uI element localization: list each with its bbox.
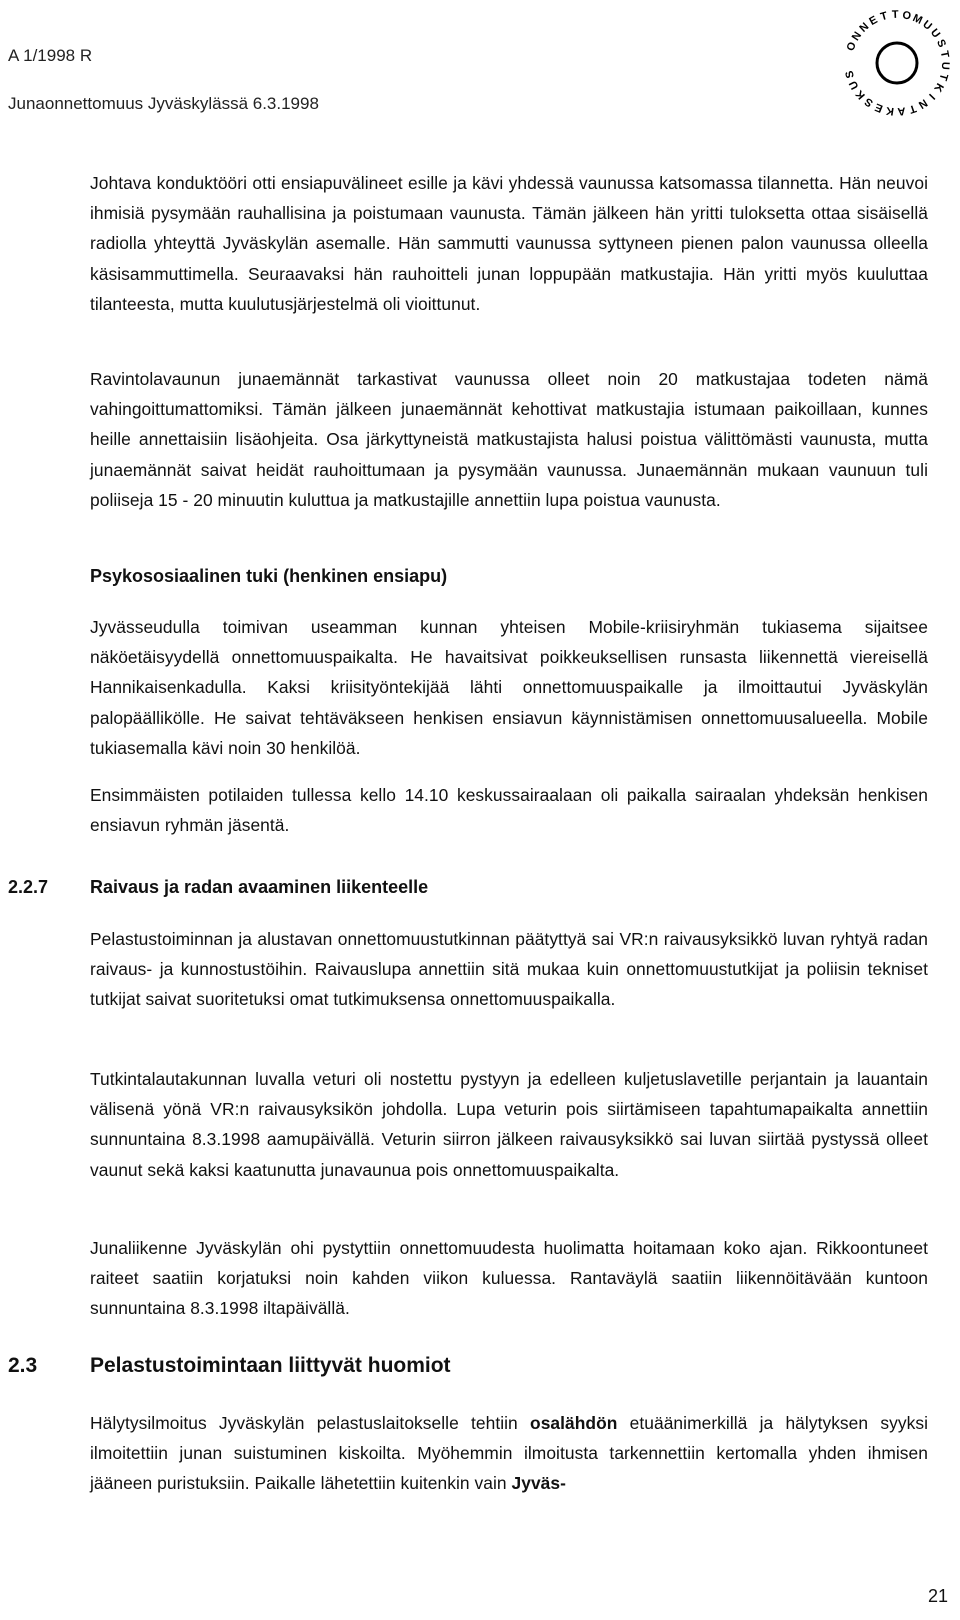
section-number-2-2-7: 2.2.7 xyxy=(8,877,49,897)
seal-letter: N xyxy=(849,29,865,43)
agency-seal-logo xyxy=(836,2,958,124)
paragraph-clearing-permission: Pelastustoiminnan ja alustavan onnettomuustutkinnan päätyttyä sai VR:n raivausyksikkö luvan ryhtyä radan raivaus- ja kunnostustöihin. Raivauslupa annettiin sitä mukaa kuin onnettomuustutkijat ja poliisin tekniset tutkijat saivat suoritetuksi omat tutkimuksensa onnettomuuspaikalla. xyxy=(90,929,928,1010)
paragraph-train-traffic: Junaliikenne Jyväskylän ohi pystyttiin onnettomuudesta huolimatta hoitamaan koko ajan. Rikkoontuneet raiteet saatiin korjatuksi noin kahden viikon kuluessa. Rantaväylä saatiin liikennöitävään kuntoon sunnuntaina 8.3.1998 iltapäivällä. xyxy=(90,1238,928,1319)
seal-letter: T xyxy=(907,101,918,116)
seal-letter: U xyxy=(920,18,935,33)
seal-letter: E xyxy=(873,100,885,115)
heading-clearing-track: Raivaus ja radan avaaminen liikenteelle xyxy=(90,877,429,897)
alarm-bold-jyvas: Jyväs- xyxy=(511,1473,566,1494)
alarm-text-1: Hälytysilmoitus Jyväskylän pelastuslaitokselle tehtiin xyxy=(90,1413,531,1433)
heading-rescue-observations: Pelastustoimintaan liittyvät huomiot xyxy=(90,1354,451,1377)
seal-letter: S xyxy=(843,69,857,80)
seal-letter: T xyxy=(879,10,889,24)
paragraph-conductor-actions: Johtava konduktööri otti ensiapuvälineet esille ja kävi yhdessä vaunussa katsomassa tilannetta. Hän neuvoi ihmisiä pysymään rauhallisina ja poistumaan vaunusta. Tämän jälkeen hän yritti tuloksetta ottaa sisäisellä radiolla yhteyttä Jyväskylän asemalle. Hän sammutti vaunussa syttyneen pienen palon vaunussa olleella käsisammuttimella. Seuraavaksi hän rauhoitteli junan loppupään matkustajia. Hän yritti myös kuuluttaa tilanteesta, mutta kuulutusjärjestelmä oli vioittunut. xyxy=(90,173,928,314)
seal-letter: T xyxy=(891,8,899,22)
seal-letter: A xyxy=(896,104,906,118)
header-doc-title: Junaonnettomuus Jyväskylässä 6.3.1998 xyxy=(8,94,319,113)
seal-letter: M xyxy=(910,12,925,27)
seal-letter: K xyxy=(885,104,895,118)
seal-letter: N xyxy=(857,20,872,35)
seal-letter: U xyxy=(847,78,862,92)
alarm-text-2: etuäänimerkillä ja hälytyksen syyksi ilmoitettiin junan suistuminen kiskoilta. Myöhemmin ilmoitusta tarkennettiin kertomalla yhden ihmisen jääneen puristuksiin. Paikalle lähetettiin kuitenkin vain xyxy=(90,1413,928,1494)
seal-letter: O xyxy=(844,40,859,53)
seal-letter: I xyxy=(926,91,937,102)
seal-letter: K xyxy=(853,87,868,102)
page-number: 21 xyxy=(927,1586,948,1606)
paragraph-locomotive-removal: Tutkintalautakunnan luvalla veturi oli nostettu pystyyn ja edelleen kuljetuslavetille perjantain ja lauantain välisenä yönä VR:n raivausyksikön johdolla. Lupa veturin pois siirtämiseen tapahtumapaikalta annettiin sunnuntaina 8.3.1998 aamupäivällä. Veturin siirron jälkeen raivausyksikkö sai luvan siirtää pystyssä olleet vaunut sekä kaksi kaatunutta junavaunua pois onnettomuuspaikalta. xyxy=(90,1069,928,1180)
seal-letter: N xyxy=(916,96,930,111)
section-number-2-3: 2.3 xyxy=(8,1354,38,1377)
paragraph-mobile-crisis-team: Jyvässeudulla toimivan useamman kunnan yhteisen Mobile-kriisiryhmän tukiasema sijaitsee näköetäisyydellä onnettomuuspaikalta. He havaitsivat poikkeuksellisen runsasta liikennettä viereisellä Hannikaisenkadulla. Kaksi kriisityöntekijää lähti onnettomuuspaikalle ja ilmoittautui Jyväskylän palopäällikölle. He saivat tehtäväkseen henkisen ensiavun käynnistämisen onnettomuusalueella. Mobile tukiasemalla kävi noin 30 henkilöä. xyxy=(90,617,928,758)
seal-letter: U xyxy=(927,26,943,41)
seal-letter: E xyxy=(867,13,880,29)
seal-letter: T xyxy=(936,71,950,82)
header-doc-id: A 1/1998 R xyxy=(8,46,93,65)
seal-letter: O xyxy=(901,9,913,23)
seal-letter: S xyxy=(862,95,876,110)
heading-psychosocial-support: Psykososiaalinen tuki (henkinen ensiapu) xyxy=(90,566,448,586)
alarm-bold-osalahdon: osalähdön xyxy=(530,1413,618,1433)
paragraph-first-patients: Ensimmäisten potilaiden tullessa kello 14.10 keskussairaalaan oli paikalla sairaalan yhdeksän henkisen ensiavun ryhmän jäsentä. xyxy=(90,785,928,836)
paragraph-hostesses: Ravintolavaunun junaemännät tarkastivat vaunussa olleet noin 20 matkustajaa todeten nämä vahingoittumattomiksi. Tämän jälkeen junaemännät kehottivat matkustajia istumaan paikoillaan, kunnes heille annettaisiin lisäohjeita. Osa järkyttyneistä matkustajista halusi poistua välittömästi vaunusta, mutta junaemännät saivat heidät rauhoittumaan ja pysymään vaunussa. Junaemännän mukaan vaunuun tuli poliiseja 15 - 20 minuutin kuluttua ja matkustajille annettiin lupa poistua vaunusta. xyxy=(90,369,928,510)
seal-letter: U xyxy=(938,61,952,71)
seal-letter: T xyxy=(937,49,951,59)
seal-letter: K xyxy=(931,80,946,94)
seal-letter: S xyxy=(934,37,948,50)
paragraph-alarm-notice xyxy=(90,1408,928,1499)
